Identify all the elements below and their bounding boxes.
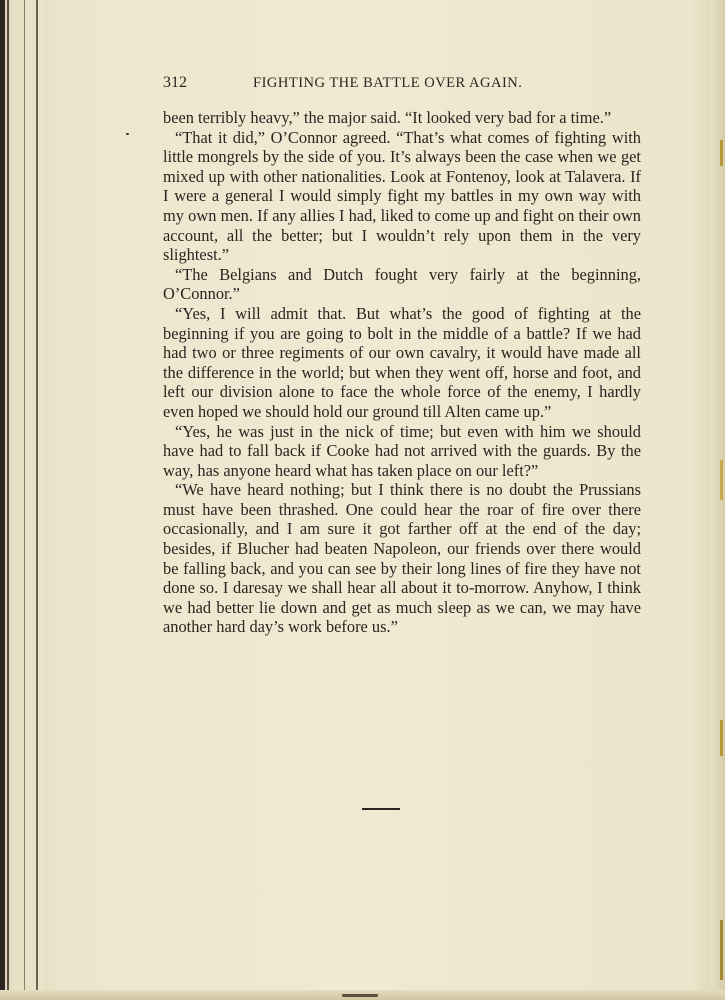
binding-edge [24,0,25,1000]
paragraph: “Yes, he was just in the nick of time; but even with him we should have had to fall back if Cooke had not arrived with the guards. By the way, has anyone heard what has taken place on our left?” [163,421,641,480]
binding-edge [7,0,9,1000]
ink-speck [126,133,129,135]
edge-stain [720,920,723,980]
section-end-rule [362,808,400,810]
edge-stain [720,460,723,500]
paragraph: “The Belgians and Dutch fought very fairly at the beginning, O’Connor.” [163,264,641,304]
edge-stain [720,720,723,756]
paragraph: “Yes, I will admit that. But what’s the good of fighting at the beginning if you are going to bolt in the middle of a battle? If we had had two or three regiments of our own cavalry, it would have made all the difference in the world; but when they went off, horse and foot, and left our division alone to face the whole force of the enemy, I hardly even hoped we should hold our ground till Alten came up.” [163,303,641,421]
ink-speck [342,994,378,997]
page-header [163,74,628,94]
binding-edge [36,0,38,1000]
book-spine [0,0,44,1000]
edge-stain [720,140,723,166]
paragraph: “We have heard nothing; but I think there is no doubt the Prussians must have been thrashed. One could hear the roar of fire over there occasionally, and I am sure it got farther off at the end of the day; besides, if Blucher had beaten Napoleon, our friends over there would be falling back, and you can see by their long lines of fire they have not done so. I daresay we shall hear all about it to-morrow. Anyhow, I think we had better lie down and get as much sleep as we can, we may have another hard day’s work before us.” [163,480,641,637]
body-text [163,108,641,637]
running-head: FIGHTING THE BATTLE OVER AGAIN. [253,75,523,91]
paragraph: been terribly heavy,” the major said. “It looked very bad for a time.” [163,108,612,127]
page-number: 312 [163,74,187,91]
binding-edge [0,0,5,1000]
paragraph: “That it did,” O’Connor agreed. “That’s what comes of fighting with little mongrels by the side of you. It’s always been the case when we get mixed up with other nationalities. Look at Fontenoy, look at Talavera. If I were a general I would simply fight my battles in my own way with my own men. If any allies I had, liked to come up and fight on their own account, all the better; but I wouldn’t rely upon them in the very slightest.” [163,127,641,265]
